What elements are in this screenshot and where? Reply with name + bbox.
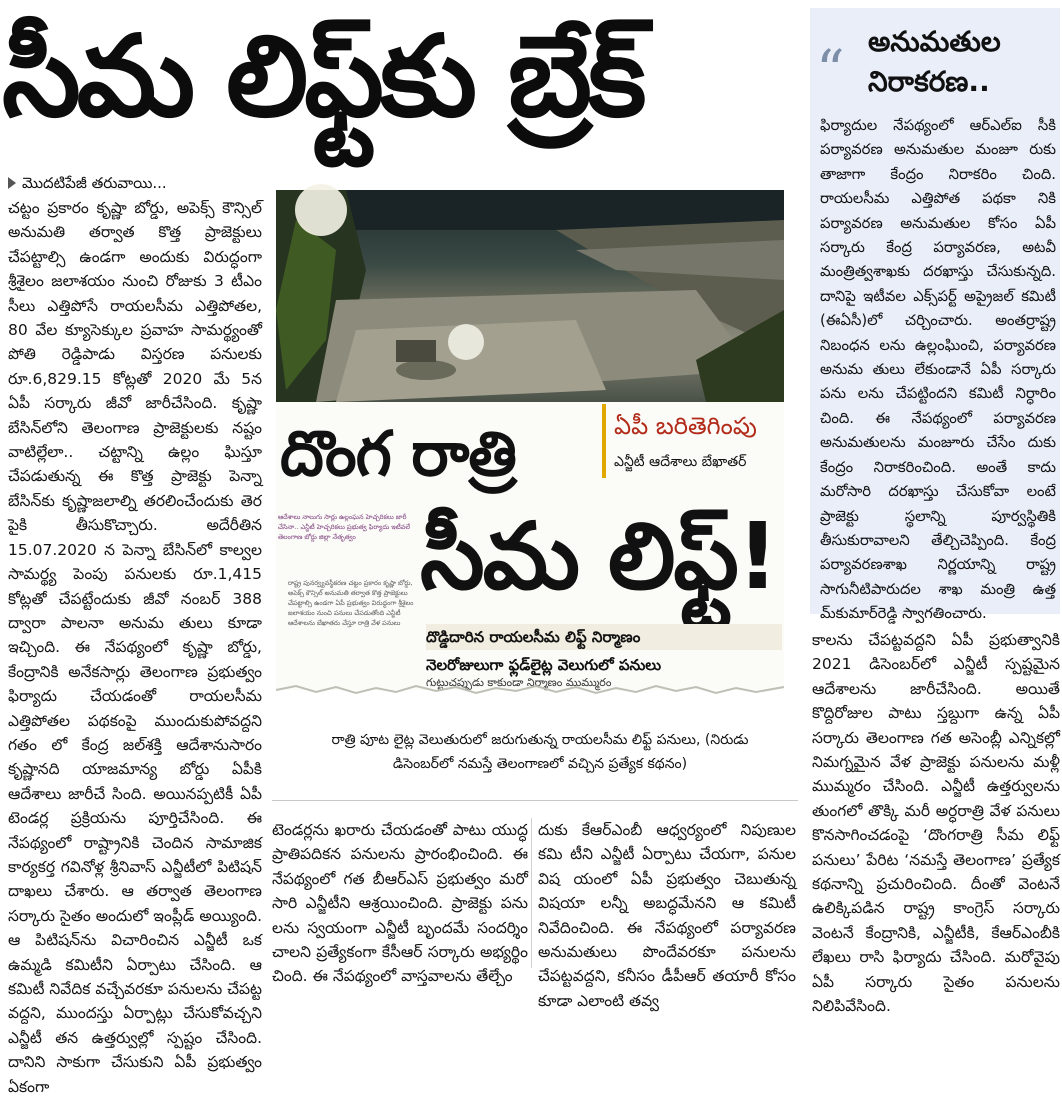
continued-label [8, 172, 268, 194]
article-column-1 [8, 196, 262, 1096]
sidebar-title: అనుమతుల నిరాకరణ.. [868, 25, 1001, 98]
clipping-kicker: ఏపీ బరితెగింపు [614, 412, 757, 440]
quote-mark-icon: “ [816, 39, 845, 104]
chevron-right-icon [8, 177, 16, 189]
clipping-kicker-sub: ఎన్జీటీ ఆదేశాలు బేఖాతర్ [614, 454, 747, 470]
night-construction-photo [276, 190, 784, 402]
article-column-2 [272, 818, 528, 986]
clipping-small-text-2: రాష్ట్ర పునర్వ్యవస్థీకరణ చట్టం ప్రకారం కృష్ణా బోర్డు, అపెక్స్ కౌన్సిల్ అనుమతి తర్వాత కొత్త ప్రాజెక్టులు చేపట్టాల్సి ఉండగా ఏపీ ప్రభుత్వం విరుద్ధంగా శ్రీశైలం జలాశయం నుంచి పనులు చేపడుతోంది ఎన్జీటీ ఆదేశాలను బేఖాతరు చేస్తూ రాత్రి వేళ పనులు [288, 579, 414, 627]
column-1-text: చట్టం ప్రకారం కృష్ణా బోర్డు, అపెక్స్ కౌన్సిల్ అనుమతి తర్వాత కొత్త ప్రాజెక్టులు చేపట్టాల్సి ఉండగా అందుకు విరుద్ధంగా శ్రీశైలం జలాశయం నుంచి రోజుకు 3 టీఎం సీలు ఎత్తిపోసే రాయలసీమ ఎత్తిపోతల, 80 వేల క్యూసెక్కుల ప్రవాహ సామర్థ్యంతో పోతి రెడ్డిపాడు విస్తరణ పనులకు రూ.6,829.15 కోట్లతో 2020 మే 5న ఏపీ సర్కారు జీవో జారీచేసింది. కృష్ణా బేసిన్‌లోని తెలంగాణ ప్రాజెక్టులకు నష్టం వాటిల్లేలా.. చట్టాన్ని ఉల్లం ఘిస్తూ చేపడుతున్న ఈ కొత్త ప్రాజెక్టు పెన్నా బేసిన్‌కు కృష్ణాజలాల్ని తరలించేందుకు తెర పైకి తీసుకొచ్చారు. అదేరీతిన 15.07.2020 న పెన్నా బేసిన్‌లో కాల్వల సామర్థ్య పెంపు పనులకు రూ.1,415 కోట్లతో చేపట్టేందుకు జీవో నంబర్ 388 ద్వారా పాలనా అనుమ తులు కూడా ఇచ్చింది. ఈ నేపథ్యంలో కృష్ణా బోర్డు, కేంద్రానికి అనేకసార్లు తెలంగాణ ప్రభుత్వం ఫిర్యాదు చేయడంతో రాయలసీమ ఎత్తిపోతల పథకంపై ముందుకుపోవద్దని గతం లో కేంద్ర జల్‌శక్తి ఆదేశానుసారం కృష్ణానది యాజమాన్య బోర్డు ఏపీకి ఆదేశాలు జారీచే సింది. అయినప్పటికీ ఏపీ టెండర్ల ప్రక్రియను పూర్తిచేసింది. ఈ నేపథ్యంలో రాష్ట్రానికి చెందిన సామాజిక కార్యకర్త గవినోళ్ల శ్రీనివాస్ ఎన్జీటీలో పిటిషన్ దాఖలు చేశారు. ఆ తర్వాత తెలంగాణ సర్కారు సైతం అందులో ఇంప్లీడ్ అయ్యింది. ఆ పిటిషన్‌ను విచారించిన ఎన్జీటీ ఒక ఉమ్మడి కమిటీని ఏర్పాటు చేసింది. ఆ కమిటీ నివేదిక వచ్చేవరకూ పనులను చేపట్ట వద్దని, ముందస్తు ఏర్పాట్లు చేసుకోవచ్చని ఎన్జీటీ తన ఉత్తర్వుల్లో స్పష్టం చేసింది. దానిని సాకుగా చేసుకుని ఏపీ ప్రభుత్వం ఏకంగా [8, 199, 262, 1096]
sidebar-box [810, 8, 1060, 623]
newspaper-clipping [276, 402, 784, 690]
continued-text: మొదటిపేజీ తరువాయి... [22, 174, 167, 192]
clipping-line-3: గుట్టుచప్పుడు కాకుండా నిర్మాణం ముమ్మురం [426, 676, 612, 689]
clipping-title-1: దొంగ రాత్రి [280, 417, 516, 490]
article-column-3 [538, 818, 796, 1010]
photo-caption: రాత్రి పూట లైట్ల వెలుతురులో జరుగుతున్న రాయలసీమ లిఫ్ట్ పనులు, (నిరుడు డిసెంబర్‌లో నమస్తే తెలంగాణలో వచ్చిన ప్రత్యేక కథనం) [331, 732, 749, 772]
divider-horizontal [272, 800, 798, 801]
divider-vertical [531, 818, 532, 968]
torn-edge [276, 684, 784, 696]
column-3-text: దుకు కేఆర్ఎంబీ ఆధ్వర్యంలో నిపుణుల కమి టీని ఎన్జీటీ ఏర్పాటు చేయగా, పనుల విష యంలో ఏపీ ప్రభుత్వం చెబుతున్న విషయా లన్నీ అబద్ధమేనని ఆ కమిటీ నివేదించింది. ఈ నేపథ్యంలో పర్యావరణ అనుమతులు పొందేవరకూ పనులను చేపట్టవద్దని, కనీసం డీపీఆర్ తయారీ కోసం కూడా ఎలాంటి తవ్వ [538, 821, 796, 1010]
clipping-line-1: దొడ్డిదారిన రాయలసీమ లిఫ్ట్ నిర్మాణం [426, 624, 782, 650]
clipping-line-2: నెలరోజులుగా ఫ్లడ్‌లైట్ల వెలుగులో పనులు [426, 656, 662, 674]
sidebar-body: ఫిర్యాదుల నేపథ్యంలో ఆర్ఎల్ఐ సీకి పర్యావరణ అనుమతుల మంజూ రుకు తాజాగా కేంద్రం నిరాకరిం చింది. రాయలసీమ ఎత్తిపోత పథకా నికి పర్యావరణ అనుమతుల కోసం ఏపీ సర్కారు కేంద్ర పర్యావరణ, అటవీ మంత్రిత్వశాఖకు దరఖాస్తు చేసుకున్నది. దానిపై ఇటీవల ఎక్స్‌పర్ట్ అప్రైజల్ కమిటీ (ఈఏసీ)లో చర్చించారు. అంతర్రాష్ట్ర నిబంధన లను ఉల్లంఘించి, పర్యావరణ అనుమ తులు లేకుండానే ఏపీ సర్కారు పను లను చేపట్టిందని కమిటీ నిర్ధారిం చింది. ఈ నేపథ్యంలో పర్యావరణ అనుమతులను మంజూరు చేసేం దుకు కేంద్రం నిరాకరించింది. అంతే కాదు మరోసారి దరఖాస్తు చేసుకోవా లంటే ప్రాజెక్టు స్థలాన్ని పూర్వస్థితికి తీసుకురావాలని తేల్చిచెప్పింది. కేంద్ర పర్యావరణశాఖ నిర్ణయాన్ని రాష్ట్ర సాగునీటిపారుదల శాఖ మంత్రి ఉత్త మ్‌కుమార్‌రెడ్డి స్వాగతించారు. [820, 117, 1056, 623]
clipping-title-2: సీమ లిఫ్ట్! [420, 503, 777, 610]
column-2-text: టెండర్లను ఖరారు చేయడంతో పాటు యుద్ధ ప్రాతిపదికన పనులను ప్రారంభించింది. ఈ నేపథ్యంలో గత బీఆర్ఎస్ ప్రభుత్వం మరో సారి ఎన్జీటీని ఆశ్రయించింది. ప్రాజెక్టు పను లను స్వయంగా ఎన్జీటీ బృందమే సందర్శిం చాలని ప్రత్యేకంగా కేసీఆర్ సర్కారు అభ్యర్థిం చింది. ఈ నేపథ్యంలో వాస్తవాలను తేల్చేం [272, 821, 528, 986]
column-4-text: కాలను చేపట్టవద్దని ఏపీ ప్రభుత్వానికి 2021 డిసెంబర్‌లో ఎన్జీటీ స్పష్టమైన ఆదేశాలను జారీచేసింది. అయితే కొద్దిరోజుల పాటు స్తబ్దుగా ఉన్న ఏపీ సర్కారు తెలంగాణ గత అసెంబ్లీ ఎన్నికల్లో నిమగ్నమైన వేళ ప్రాజెక్టు పనులను మళ్లీ ముమ్మరం చేసింది. ఎన్జీటీ ఉత్తర్వులను తుంగలో తొక్కి మరీ అర్ధరాత్రి వేళ పనులు కొనసాగించడంపై ‘దొంగరాత్రి సీమ లిఫ్ట్ పనులు’ పేరిట ‘నమస్తే తెలంగాణ’ ప్రత్యేక కథనాన్ని ప్రచురించింది. దీంతో వెంటనే ఉలిక్కిపడిన రాష్ట్ర కాంగ్రెస్ సర్కారు వెంటనే కేంద్రానికి, ఎన్జీటీకి, కేఆర్ఎంబీకి లేఖలు రాసి ఫిర్యాదు చేసింది. మరోవైపు ఏపీ సర్కారు సైతం పనులను నిలిపివేసింది. [812, 631, 1060, 1016]
construction-photo-art [276, 190, 784, 402]
article-column-4 [812, 628, 1060, 1016]
clipping-kicker-box [602, 404, 784, 478]
headline: సీమ లిఫ్ట్‌కు బ్రేక్ [2, 12, 643, 142]
clipping-small-text-1: ఆదేశాలు నాలుగు సార్లు ఉల్లంఘన హెచ్చరికలు జారీ చేసినా.. ఎన్జీటీ హెచ్చరికలు ప్రభుత్వ ఫిర్యాదు ఇటీవలే తెలంగాణ బోర్డు జిల్లా నేతృత్వం [278, 513, 411, 541]
